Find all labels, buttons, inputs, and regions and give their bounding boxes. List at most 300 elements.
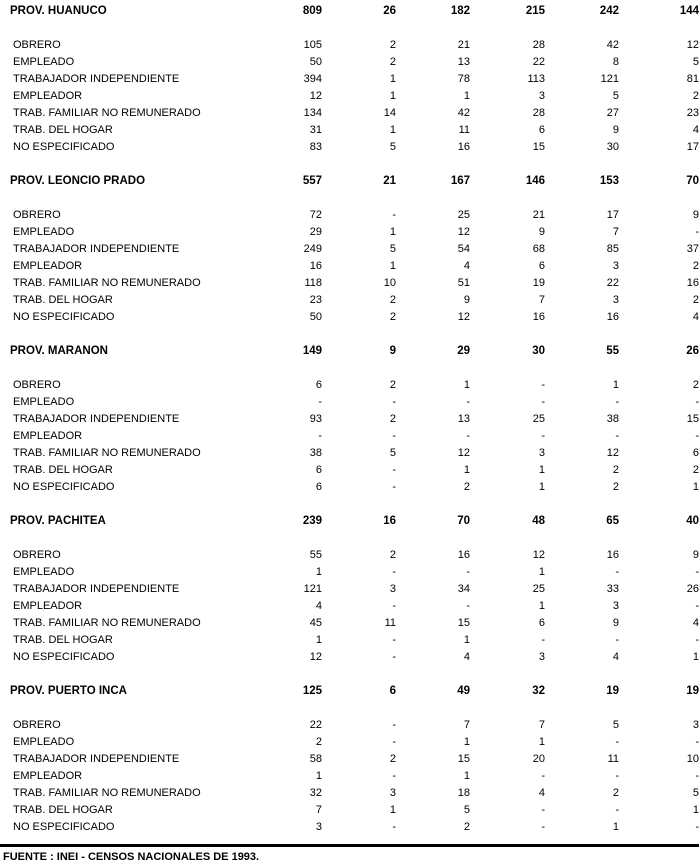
cell-value: 22: [309, 718, 322, 731]
province-total: 809: [302, 4, 322, 17]
cell-value: 5: [463, 803, 470, 816]
cell-value: 6: [315, 480, 322, 493]
table-row: [0, 257, 699, 274]
cell-value: 30: [606, 140, 619, 153]
cell-value: 25: [532, 582, 545, 595]
cell-value: 11: [384, 616, 396, 629]
province-total: 557: [302, 174, 322, 187]
cell-value: 1: [463, 633, 470, 646]
row-label: TRAB. DEL HOGAR: [13, 293, 113, 306]
spacer-row: [0, 189, 699, 206]
province-title: PROV. HUANUCO: [10, 4, 107, 17]
cell-value: 4: [612, 650, 619, 663]
row-label: EMPLEADO: [13, 395, 75, 408]
cell-value: -: [695, 769, 699, 782]
cell-value: 8: [612, 55, 619, 68]
cell-value: 1: [612, 378, 619, 391]
table-row: [0, 614, 699, 631]
cell-value: 1: [389, 225, 396, 238]
cell-value: 85: [606, 242, 619, 255]
cell-value: 4: [315, 599, 322, 612]
row-label: OBRERO: [13, 378, 61, 391]
province-total: 32: [532, 684, 545, 697]
province-total: 153: [599, 174, 619, 187]
province-header-row: [0, 342, 699, 359]
cell-value: 37: [686, 242, 699, 255]
cell-value: 5: [692, 55, 699, 68]
table-row: [0, 206, 699, 223]
cell-value: 3: [389, 786, 396, 799]
row-label: EMPLEADOR: [13, 89, 83, 102]
cell-value: -: [695, 395, 699, 408]
source-note: FUENTE : INEI - CENSOS NACIONALES DE 1993.: [3, 851, 260, 863]
cell-value: 16: [686, 276, 699, 289]
cell-value: 58: [309, 752, 322, 765]
cell-value: -: [615, 565, 619, 578]
row-label: NO ESPECIFICADO: [13, 650, 115, 663]
cell-value: 25: [457, 208, 470, 221]
province-total: 9: [389, 344, 396, 357]
cell-value: -: [392, 395, 396, 408]
cell-value: 38: [309, 446, 322, 459]
row-label: TRAB. FAMILIAR NO REMUNERADO: [13, 276, 201, 289]
cell-value: 134: [303, 106, 322, 119]
table-row: [0, 733, 699, 750]
cell-value: 1: [612, 820, 619, 833]
cell-value: 3: [612, 259, 619, 272]
row-label: NO ESPECIFICADO: [13, 820, 115, 833]
spacer-row: [0, 19, 699, 36]
province-total: 65: [606, 514, 619, 527]
cell-value: 78: [457, 72, 470, 85]
province-total: 70: [686, 174, 699, 187]
cell-value: 1: [538, 735, 545, 748]
province-section: [0, 172, 699, 325]
cell-value: 25: [532, 412, 545, 425]
row-label: TRAB. FAMILIAR NO REMUNERADO: [13, 786, 201, 799]
cell-value: 45: [309, 616, 322, 629]
province-total: 55: [606, 344, 619, 357]
table-row: [0, 53, 699, 70]
cell-value: 1: [315, 769, 322, 782]
cell-value: -: [318, 395, 322, 408]
cell-value: 1: [463, 89, 470, 102]
cell-value: 1: [389, 72, 396, 85]
row-label: TRAB. DEL HOGAR: [13, 123, 113, 136]
cell-value: 50: [309, 55, 322, 68]
cell-value: 11: [607, 752, 619, 765]
cell-value: 7: [612, 225, 619, 238]
cell-value: 12: [309, 89, 322, 102]
cell-value: 7: [538, 293, 545, 306]
row-label: EMPLEADO: [13, 565, 75, 578]
row-label: EMPLEADO: [13, 225, 75, 238]
cell-value: 2: [612, 463, 619, 476]
cell-value: 12: [457, 225, 470, 238]
cell-value: 81: [686, 72, 699, 85]
cell-value: 5: [612, 89, 619, 102]
cell-value: 1: [692, 650, 699, 663]
cell-value: -: [392, 480, 396, 493]
cell-value: 2: [389, 752, 396, 765]
cell-value: 6: [538, 123, 545, 136]
province-total: 21: [383, 174, 396, 187]
province-total: 30: [532, 344, 545, 357]
cell-value: 50: [309, 310, 322, 323]
cell-value: -: [466, 599, 470, 612]
cell-value: 38: [606, 412, 619, 425]
province-total: 6: [389, 684, 396, 697]
table-row: [0, 240, 699, 257]
cell-value: 2: [463, 820, 470, 833]
row-label: NO ESPECIFICADO: [13, 310, 115, 323]
cell-value: 28: [532, 38, 545, 51]
cell-value: -: [466, 565, 470, 578]
spacer-row: [0, 529, 699, 546]
province-title: PROV. LEONCIO PRADO: [10, 174, 146, 187]
cell-value: 2: [389, 378, 396, 391]
cell-value: -: [695, 599, 699, 612]
cell-value: -: [615, 429, 619, 442]
cell-value: -: [318, 429, 322, 442]
province-total: 125: [302, 684, 322, 697]
table-row: [0, 478, 699, 495]
row-label: OBRERO: [13, 718, 61, 731]
cell-value: 29: [309, 225, 322, 238]
cell-value: 13: [457, 55, 470, 68]
cell-value: 1: [315, 633, 322, 646]
cell-value: 17: [606, 208, 619, 221]
cell-value: 1: [389, 259, 396, 272]
province-title: PROV. PUERTO INCA: [10, 684, 127, 697]
province-header-row: [0, 172, 699, 189]
table-row: [0, 427, 699, 444]
cell-value: -: [392, 650, 396, 663]
cell-value: 2: [389, 293, 396, 306]
cell-value: 9: [612, 123, 619, 136]
cell-value: 2: [389, 55, 396, 68]
province-total: 19: [606, 684, 619, 697]
table-row: [0, 410, 699, 427]
cell-value: 105: [303, 38, 322, 51]
row-label: OBRERO: [13, 38, 61, 51]
cell-value: 10: [686, 752, 699, 765]
cell-value: -: [615, 769, 619, 782]
table-row: [0, 274, 699, 291]
row-label: TRAB. FAMILIAR NO REMUNERADO: [13, 446, 201, 459]
cell-value: 23: [686, 106, 699, 119]
cell-value: 1: [463, 769, 470, 782]
cell-value: 4: [538, 786, 545, 799]
cell-value: -: [392, 735, 396, 748]
table-row: [0, 563, 699, 580]
province-total: 242: [599, 4, 619, 17]
row-label: OBRERO: [13, 548, 61, 561]
table-row: [0, 70, 699, 87]
cell-value: 2: [463, 480, 470, 493]
cell-value: 12: [309, 650, 322, 663]
cell-value: 6: [538, 259, 545, 272]
table-row: [0, 767, 699, 784]
cell-value: 12: [686, 38, 699, 51]
province-total: 149: [302, 344, 322, 357]
cell-value: 12: [457, 310, 470, 323]
table-row: [0, 461, 699, 478]
cell-value: 13: [457, 412, 470, 425]
row-label: EMPLEADOR: [13, 259, 83, 272]
province-title: PROV. MARAÑON: [10, 344, 108, 357]
cell-value: -: [466, 429, 470, 442]
cell-value: 2: [692, 89, 699, 102]
table-row: [0, 138, 699, 155]
cell-value: 4: [692, 616, 699, 629]
row-label: EMPLEADOR: [13, 769, 83, 782]
cell-value: 28: [532, 106, 545, 119]
row-label: TRABAJADOR INDEPENDIENTE: [13, 412, 180, 425]
cell-value: 2: [389, 548, 396, 561]
cell-value: 2: [612, 480, 619, 493]
cell-value: 1: [692, 803, 699, 816]
cell-value: 22: [606, 276, 619, 289]
province-section: [0, 512, 699, 665]
province-total: 16: [383, 514, 396, 527]
cell-value: 12: [457, 446, 470, 459]
cell-value: 9: [612, 616, 619, 629]
province-section: [0, 342, 699, 495]
cell-value: 394: [303, 72, 322, 85]
cell-value: 17: [686, 140, 699, 153]
cell-value: 15: [457, 752, 470, 765]
table-row: [0, 784, 699, 801]
cell-value: 1: [538, 480, 545, 493]
cell-value: 83: [309, 140, 322, 153]
row-label: TRABAJADOR INDEPENDIENTE: [13, 242, 180, 255]
province-total: 167: [450, 174, 470, 187]
province-header-row: [0, 682, 699, 699]
cell-value: 5: [389, 140, 396, 153]
cell-value: 3: [612, 599, 619, 612]
province-section: [0, 682, 699, 835]
table-row: [0, 87, 699, 104]
province-section: [0, 2, 699, 155]
cell-value: -: [541, 378, 545, 391]
cell-value: 34: [457, 582, 470, 595]
cell-value: 7: [463, 718, 470, 731]
cell-value: 93: [309, 412, 322, 425]
cell-value: 5: [389, 242, 396, 255]
row-label: TRAB. DEL HOGAR: [13, 633, 113, 646]
cell-value: 22: [532, 55, 545, 68]
cell-value: 6: [315, 378, 322, 391]
province-total: 26: [686, 344, 699, 357]
cell-value: 9: [538, 225, 545, 238]
cell-value: 15: [686, 412, 699, 425]
cell-value: 121: [600, 72, 619, 85]
province-total: 48: [532, 514, 545, 527]
cell-value: -: [392, 769, 396, 782]
cell-value: 2: [315, 735, 322, 748]
cell-value: 32: [309, 786, 322, 799]
cell-value: 10: [383, 276, 396, 289]
census-table: [0, 2, 699, 835]
province-total: 144: [679, 4, 699, 17]
cell-value: 1: [389, 123, 396, 136]
cell-value: 7: [538, 718, 545, 731]
cell-value: -: [392, 208, 396, 221]
cell-value: -: [541, 429, 545, 442]
province-title: PROV. PACHITEA: [10, 514, 106, 527]
cell-value: -: [541, 803, 545, 816]
spacer-row: [0, 699, 699, 716]
cell-value: 18: [457, 786, 470, 799]
table-row: [0, 104, 699, 121]
cell-value: -: [695, 633, 699, 646]
cell-value: 9: [692, 208, 699, 221]
cell-value: -: [541, 820, 545, 833]
province-total: 239: [302, 514, 322, 527]
cell-value: 1: [538, 599, 545, 612]
cell-value: 5: [389, 446, 396, 459]
cell-value: 1: [463, 463, 470, 476]
table-row: [0, 444, 699, 461]
cell-value: -: [695, 735, 699, 748]
row-label: TRAB. FAMILIAR NO REMUNERADO: [13, 106, 201, 119]
table-row: [0, 580, 699, 597]
cell-value: -: [392, 820, 396, 833]
province-total: 215: [525, 4, 545, 17]
cell-value: 15: [532, 140, 545, 153]
table-row: [0, 36, 699, 53]
row-label: TRAB. DEL HOGAR: [13, 803, 113, 816]
cell-value: -: [695, 820, 699, 833]
cell-value: 1: [315, 565, 322, 578]
table-row: [0, 818, 699, 835]
row-label: EMPLEADOR: [13, 429, 83, 442]
cell-value: 2: [692, 293, 699, 306]
cell-value: -: [695, 429, 699, 442]
province-total: 26: [383, 4, 396, 17]
cell-value: -: [615, 803, 619, 816]
cell-value: 1: [389, 803, 396, 816]
cell-value: 3: [692, 718, 699, 731]
cell-value: 1: [692, 480, 699, 493]
cell-value: 121: [303, 582, 322, 595]
table-row: [0, 716, 699, 733]
cell-value: 31: [309, 123, 322, 136]
row-label: NO ESPECIFICADO: [13, 140, 115, 153]
cell-value: 2: [692, 378, 699, 391]
row-label: NO ESPECIFICADO: [13, 480, 115, 493]
row-label: EMPLEADOR: [13, 599, 83, 612]
cell-value: -: [615, 735, 619, 748]
cell-value: 42: [457, 106, 470, 119]
cell-value: 2: [389, 38, 396, 51]
cell-value: 20: [532, 752, 545, 765]
table-row: [0, 291, 699, 308]
cell-value: 1: [538, 463, 545, 476]
cell-value: 26: [686, 582, 699, 595]
cell-value: 72: [309, 208, 322, 221]
cell-value: 21: [532, 208, 545, 221]
row-label: TRABAJADOR INDEPENDIENTE: [13, 582, 180, 595]
cell-value: 2: [692, 463, 699, 476]
cell-value: 113: [527, 72, 545, 85]
cell-value: 16: [457, 140, 470, 153]
table-row: [0, 750, 699, 767]
cell-value: 16: [606, 310, 619, 323]
province-total: 19: [686, 684, 699, 697]
cell-value: 12: [532, 548, 545, 561]
cell-value: 3: [315, 820, 322, 833]
cell-value: 249: [303, 242, 322, 255]
cell-value: -: [695, 225, 699, 238]
province-header-row: [0, 512, 699, 529]
cell-value: 1: [538, 565, 545, 578]
cell-value: 16: [457, 548, 470, 561]
cell-value: 3: [538, 89, 545, 102]
table-row: [0, 376, 699, 393]
province-total: 49: [457, 684, 470, 697]
cell-value: 15: [457, 616, 470, 629]
row-label: OBRERO: [13, 208, 61, 221]
cell-value: 11: [458, 123, 470, 136]
cell-value: 6: [692, 446, 699, 459]
cell-value: 16: [309, 259, 322, 272]
cell-value: 2: [692, 259, 699, 272]
cell-value: 3: [538, 650, 545, 663]
cell-value: 55: [309, 548, 322, 561]
cell-value: 9: [463, 293, 470, 306]
cell-value: 16: [606, 548, 619, 561]
cell-value: -: [392, 718, 396, 731]
spacer-row: [0, 359, 699, 376]
cell-value: 7: [315, 803, 322, 816]
row-label: EMPLEADO: [13, 55, 75, 68]
cell-value: 12: [606, 446, 619, 459]
cell-value: -: [541, 769, 545, 782]
cell-value: 42: [606, 38, 619, 51]
cell-value: 4: [692, 123, 699, 136]
row-label: TRABAJADOR INDEPENDIENTE: [13, 72, 180, 85]
cell-value: 21: [457, 38, 470, 51]
cell-value: 1: [463, 378, 470, 391]
cell-value: 4: [463, 259, 470, 272]
row-label: TRAB. FAMILIAR NO REMUNERADO: [13, 616, 201, 629]
cell-value: 16: [532, 310, 545, 323]
cell-value: -: [615, 395, 619, 408]
table-row: [0, 308, 699, 325]
province-total: 182: [450, 4, 470, 17]
cell-value: -: [392, 633, 396, 646]
cell-value: -: [695, 565, 699, 578]
cell-value: -: [615, 633, 619, 646]
cell-value: -: [392, 599, 396, 612]
province-total: 40: [686, 514, 699, 527]
cell-value: 3: [389, 582, 396, 595]
cell-value: 3: [538, 446, 545, 459]
cell-value: 14: [383, 106, 396, 119]
row-label: TRAB. DEL HOGAR: [13, 463, 113, 476]
province-header-row: [0, 2, 699, 19]
cell-value: 23: [309, 293, 322, 306]
cell-value: 19: [532, 276, 545, 289]
cell-value: -: [392, 429, 396, 442]
table-row: [0, 631, 699, 648]
cell-value: 4: [692, 310, 699, 323]
cell-value: 27: [606, 106, 619, 119]
table-row: [0, 648, 699, 665]
cell-value: -: [541, 395, 545, 408]
